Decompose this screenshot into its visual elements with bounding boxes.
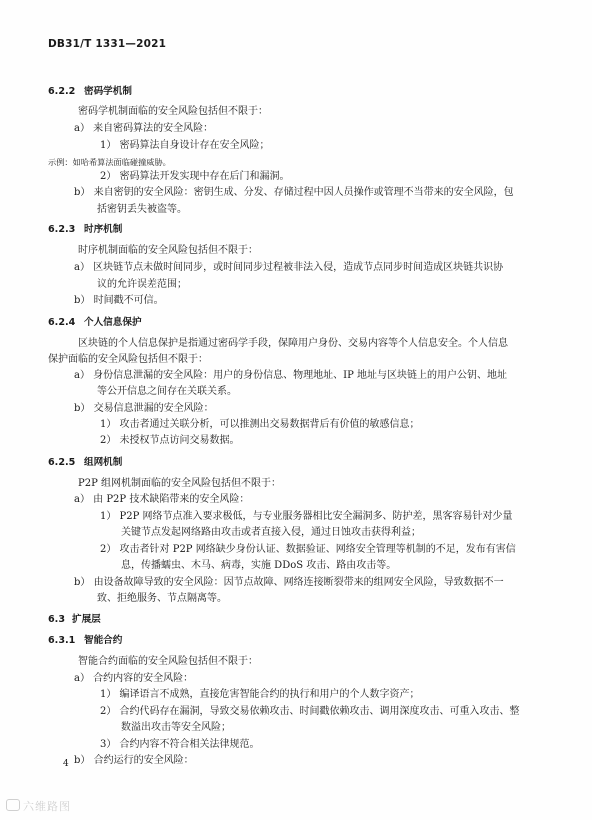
example-note: 示例：如哈希算法面临碰撞威胁。 [48, 157, 171, 167]
heading-6-2-4 [48, 316, 142, 330]
sub-list-item-continuation: 关键节点发起网络路由攻击或者直接入侵，通过日蚀攻击获得利益； [121, 527, 421, 538]
list-item-continuation: 等公开信息之间存在关联关系。 [97, 386, 237, 397]
list-item: a） 由 P2P 技术缺陷带来的安全风险： [74, 494, 250, 505]
heading-6-2-5 [48, 456, 122, 470]
paragraph-continuation: 保护面临的安全风险包括但不限于： [48, 354, 208, 365]
heading-number: 6.2.2 [48, 86, 76, 97]
heading-title: 智能合约 [84, 635, 123, 646]
heading-title: 扩展层 [72, 614, 101, 625]
heading-number: 6.3.1 [48, 635, 76, 646]
document-id: DB31/T 1331—2021 [48, 38, 167, 50]
list-item-continuation: 致、拒绝服务、节点隔离等。 [97, 593, 227, 604]
paragraph: 时序机制面临的安全风险包括但不限于： [78, 245, 258, 256]
list-item: a） 身份信息泄漏的安全风险：用户的身份信息、物理地址、IP 地址与区块链上的用户公钥、地址 [74, 370, 507, 381]
paragraph: 密码学机制面临的安全风险包括但不限于： [78, 106, 268, 117]
paragraph: 区块链的个人信息保护是指通过密码学手段，保障用户身份、交易内容等个人信息安全。个人信息 [78, 338, 508, 349]
list-item: a） 来自密码算法的安全风险： [74, 123, 214, 134]
heading-6-3-1 [48, 634, 122, 648]
heading-number: 6.2.4 [48, 317, 76, 328]
heading-6-2-2 [48, 85, 132, 99]
paragraph: 智能合约面临的安全风险包括但不限于： [78, 656, 258, 667]
list-item: b） 由设备故障导致的安全风险：因节点故障、网络连接断裂带来的组网安全风险，导致数据不一 [74, 577, 504, 588]
heading-number: 6.2.3 [48, 224, 76, 235]
heading-number: 6.3 [48, 614, 65, 625]
list-item: b） 来自密钥的安全风险：密钥生成、分发、存储过程中因人员操作或管理不当带来的安全风险，包 [74, 187, 514, 198]
list-item: a） 合约内容的安全风险： [74, 673, 194, 684]
heading-number: 6.2.5 [48, 457, 76, 468]
heading-title: 密码学机制 [84, 86, 132, 97]
sub-list-item-continuation: 息，传播蠕虫、木马、病毒，实施 DDoS 攻击、路由攻击等。 [121, 560, 397, 571]
watermark-logo-icon [6, 799, 20, 811]
page-number: 4 [63, 759, 69, 769]
sub-list-item: 2） 未授权节点访问交易数据。 [100, 435, 240, 446]
heading-6-2-3 [48, 223, 122, 237]
sub-list-item: 2） 合约代码存在漏洞，导致交易依赖攻击、时间戳依赖攻击、调用深度攻击、可重入攻击、整 [100, 706, 520, 717]
sub-list-item: 1） P2P 网络节点准入要求极低，与专业服务器相比安全漏洞多、防护差，黑客容易针对少量 [100, 511, 513, 522]
list-item-continuation: 议的允许误差范围； [97, 279, 187, 290]
list-item: b） 交易信息泄漏的安全风险： [74, 403, 214, 414]
heading-6-3 [48, 613, 101, 627]
list-item: a） 区块链节点未做时间同步，或时间同步过程被非法入侵，造成节点同步时间造成区块链共识协 [74, 262, 504, 273]
sub-list-item: 1） 攻击者通过关联分析，可以推测出交易数据背后有价值的敏感信息； [100, 419, 420, 430]
watermark-text: 六维路图 [23, 800, 71, 813]
sub-list-item: 2） 攻击者针对 P2P 网络缺少身份认证、数据验证、网络安全管理等机制的不足，发布有害信 [100, 544, 516, 555]
list-item: b） 合约运行的安全风险： [74, 755, 194, 766]
heading-title: 个人信息保护 [84, 317, 142, 328]
sub-list-item: 2） 密码算法开发实现中存在后门和漏洞。 [100, 171, 290, 182]
sub-list-item: 1） 密码算法自身设计存在安全风险； [100, 140, 270, 151]
sub-list-item: 1） 编译语言不成熟，直接危害智能合约的执行和用户的个人数字资产； [100, 689, 420, 700]
list-item: b） 时间戳不可信。 [74, 295, 164, 306]
sub-list-item-continuation: 数溢出攻击等安全风险； [121, 722, 231, 733]
watermark [6, 798, 71, 814]
heading-title: 时序机制 [84, 224, 123, 235]
heading-title: 组网机制 [84, 457, 123, 468]
paragraph: P2P 组网机制面临的安全风险包括但不限于： [78, 478, 281, 489]
sub-list-item: 3） 合约内容不符合相关法律规范。 [100, 739, 260, 750]
list-item-continuation: 括密钥丢失被盗等。 [97, 204, 187, 215]
